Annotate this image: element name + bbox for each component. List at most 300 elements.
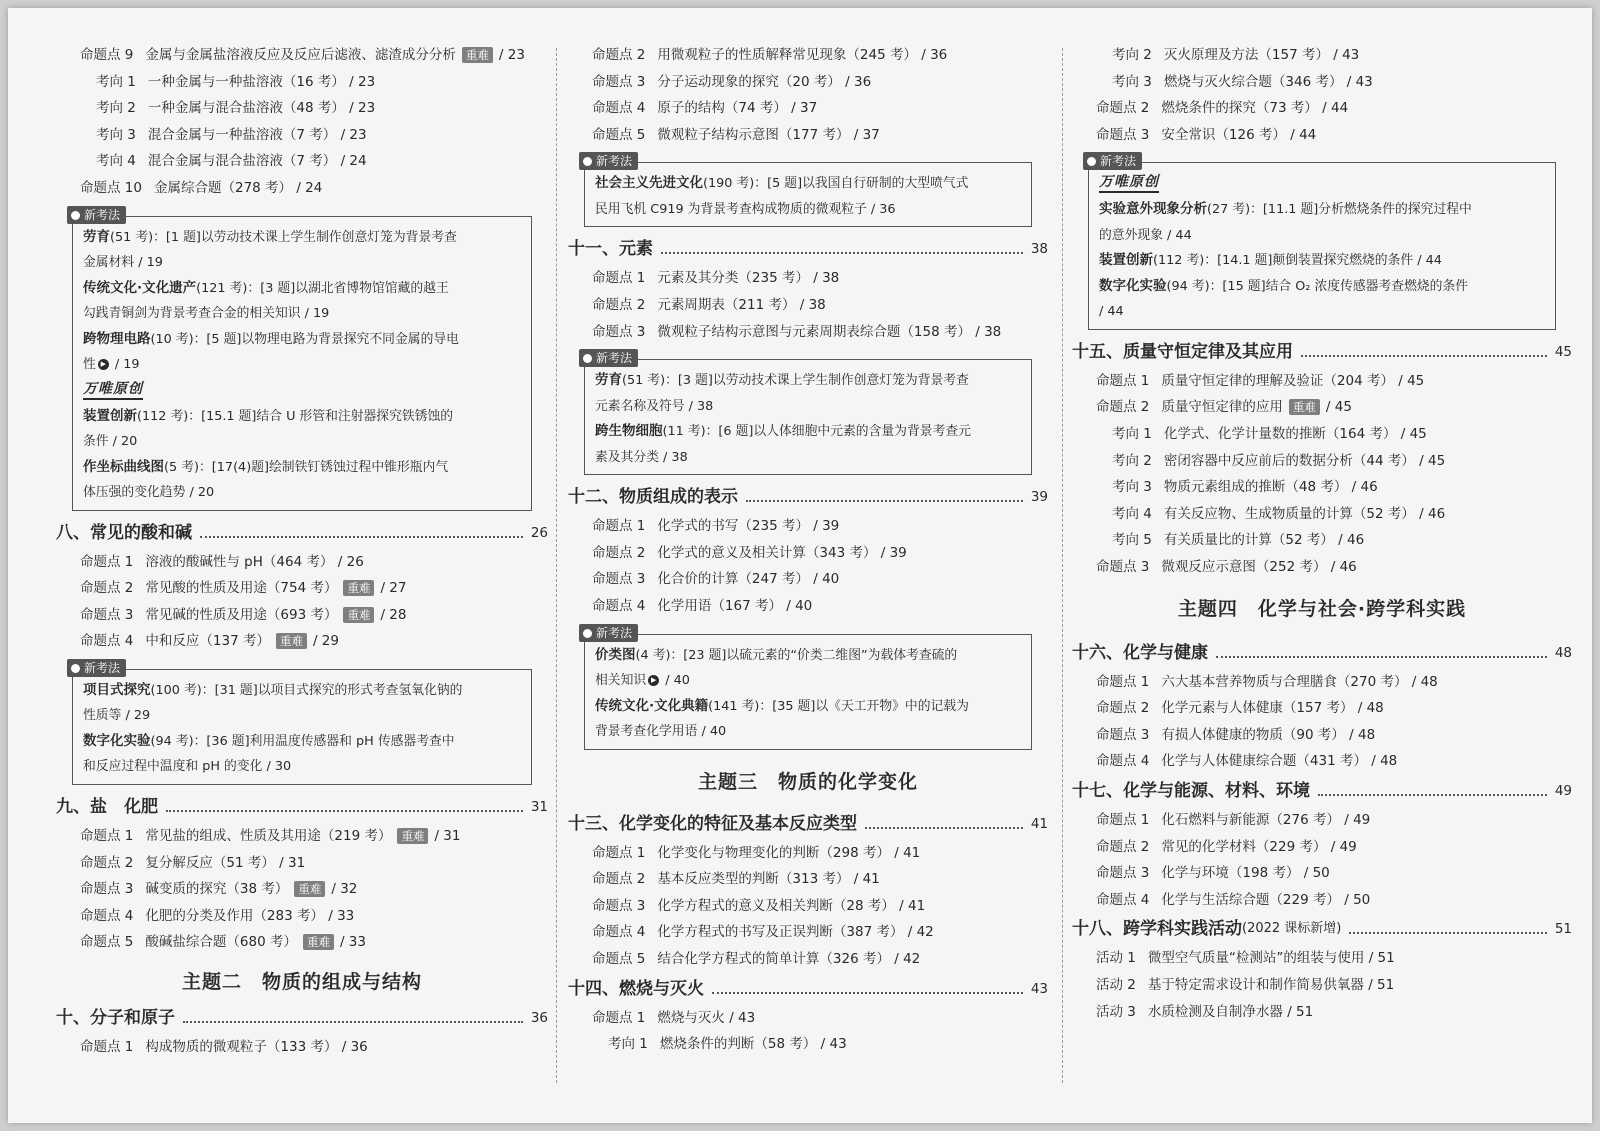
item-label: 活动 1	[1096, 950, 1136, 967]
video-icon: ▶	[98, 359, 109, 370]
item-text: 中和反应（137 考）	[145, 633, 270, 650]
topic-item[interactable]	[568, 893, 1048, 920]
chapter-title: 九、盐 化肥	[56, 796, 158, 817]
topic-item[interactable]	[1072, 860, 1572, 887]
topic-item[interactable]	[568, 292, 1048, 319]
chapter-title: 十二、物质组成的表示	[568, 487, 738, 508]
page-ref: / 19	[110, 357, 140, 373]
box-line	[83, 754, 521, 780]
item-label: 命题点 10	[80, 179, 142, 196]
box-line	[83, 301, 521, 327]
item-text: 酸碱盐综合题（680 考）	[145, 934, 297, 951]
page-ref: / 46	[1419, 505, 1446, 522]
item-label: 命题点 2	[592, 47, 646, 63]
method-name: 数字化实验	[83, 732, 151, 749]
topic-subitem[interactable]	[56, 148, 548, 175]
page-ref: / 43	[729, 1009, 756, 1026]
item-text: 物质元素组成的推断（48 考）	[1163, 479, 1348, 496]
leader-dots	[746, 500, 1023, 502]
method-name: 跨生物细胞	[595, 423, 663, 440]
item-label: 命题点 5	[80, 934, 134, 951]
topic-subitem[interactable]	[1072, 42, 1572, 69]
item-text: 灭火原理及方法（157 考）	[1163, 47, 1329, 63]
page-number: 31	[530, 798, 548, 815]
item-text: 元素及其分类（235 考）	[657, 270, 809, 287]
topic-item[interactable]	[56, 575, 548, 602]
topic-item[interactable]	[56, 876, 548, 903]
topic-item[interactable]	[1072, 554, 1572, 581]
topic-item[interactable]	[56, 549, 548, 576]
topic-item[interactable]	[1072, 122, 1572, 149]
item-label: 命题点 2	[592, 296, 646, 313]
page-ref: / 45	[1419, 452, 1446, 469]
topic-item[interactable]	[56, 823, 548, 850]
item-text: 燃烧条件的判断（58 考）	[659, 1036, 817, 1053]
method-name: 跨物理电路	[83, 330, 151, 347]
page-ref: / 38	[813, 270, 840, 287]
item-label: 命题点 1	[1096, 812, 1150, 828]
box-text: 和反应过程中温度和 pH 的变化 / 30	[83, 759, 292, 775]
theme-heading: 主题二 物质的组成与结构	[181, 970, 422, 993]
page-ref: / 40	[813, 571, 840, 588]
chapter-heading[interactable]	[1072, 336, 1572, 368]
item-text: 一种金属与混合盐溶液（48 考）	[147, 100, 345, 117]
page-ref: / 43	[1346, 73, 1373, 90]
leader-dots	[1349, 932, 1546, 934]
item-text: 碱变质的探究（38 考）	[145, 881, 289, 898]
chapter-title: 十八、跨学科实践活动	[1072, 919, 1242, 940]
leader-dots	[1216, 656, 1547, 658]
box-text: (10 考)：[5 题]以物理电路为背景探究不同金属的导电	[150, 331, 459, 347]
item-label: 命题点 2	[592, 871, 646, 888]
page-ref: / 49	[1344, 812, 1371, 828]
item-label: 命题点 2	[592, 544, 646, 561]
topic-item[interactable]	[1072, 95, 1572, 122]
topic-item[interactable]	[568, 540, 1048, 567]
page-ref: / 23	[349, 73, 376, 90]
tag-label: 新考法	[84, 660, 121, 675]
topic-item[interactable]	[1072, 999, 1572, 1026]
box-line	[83, 480, 521, 506]
item-text: 一种金属与一种盐溶液（16 考）	[147, 73, 345, 90]
topic-subitem[interactable]	[1072, 69, 1572, 96]
item-label: 考向 3	[1112, 479, 1152, 496]
item-label: 命题点 4	[80, 907, 134, 924]
chapter-heading[interactable]	[56, 1002, 548, 1034]
topic-item[interactable]	[56, 42, 548, 69]
badge-icon	[1087, 157, 1096, 166]
item-list	[56, 1034, 548, 1061]
item-text: 原子的结构（74 考）	[657, 100, 787, 117]
item-label: 命题点 2	[80, 854, 134, 871]
page-ref: / 40	[661, 673, 690, 689]
item-text: 微观粒子结构示意图（177 考）	[657, 126, 850, 143]
item-label: 命题点 9	[80, 47, 134, 63]
page-number: 41	[1030, 815, 1048, 832]
box-line	[595, 419, 1021, 445]
chapter-title: 十、分子和原子	[56, 1007, 175, 1028]
item-label: 命题点 4	[80, 633, 134, 650]
new-exam-tag	[67, 206, 126, 224]
item-label: 命题点 4	[592, 597, 646, 614]
item-text: 构成物质的微观粒子（133 考）	[145, 1038, 338, 1055]
theme-heading: 主题三 物质的化学变化	[697, 770, 918, 793]
item-label: 命题点 1	[1096, 372, 1150, 389]
topic-subitem[interactable]	[1072, 501, 1572, 528]
leader-dots	[200, 536, 523, 538]
item-list	[1072, 945, 1572, 1025]
item-label: 考向 2	[1112, 452, 1152, 469]
chapter-title: 十三、化学变化的特征及基本反应类型	[568, 813, 857, 834]
item-label: 命题点 4	[1096, 891, 1150, 908]
topic-item[interactable]	[568, 840, 1048, 867]
topic-subitem[interactable]	[1072, 448, 1572, 475]
box-text: (51 考)：[3 题]以劳动技术课上学生制作创意灯笼为背景考查	[622, 373, 969, 389]
item-label: 考向 4	[1112, 505, 1152, 522]
box-text: 背景考查化学用语 / 40	[595, 724, 727, 740]
topic-item[interactable]	[1072, 368, 1572, 395]
theme-heading: 主题四 化学与社会·跨学科实践	[1177, 597, 1467, 620]
item-text: 化肥的分类及作用（283 考）	[145, 907, 324, 924]
item-text: 质量守恒定律的理解及验证（204 考）	[1161, 372, 1394, 389]
new-exam-tag	[579, 152, 638, 170]
topic-item[interactable]	[568, 919, 1048, 946]
item-text: 基本反应类型的判断（313 考）	[657, 871, 850, 888]
page-ref: / 45	[1325, 399, 1352, 416]
item-text: 化合价的计算（247 考）	[657, 571, 809, 588]
item-text: 燃烧与灭火	[657, 1009, 725, 1026]
box-text: 的意外现象 / 44	[1099, 227, 1192, 243]
box-text: 民用飞机 C919 为背景考查构成物质的微观粒子 / 36	[595, 201, 896, 217]
item-list	[1072, 669, 1572, 775]
page-ref: / 43	[820, 1036, 847, 1053]
item-label: 命题点 1	[80, 827, 134, 844]
item-list	[568, 840, 1048, 973]
item-label: 命题点 1	[80, 553, 134, 570]
page-ref: / 46	[1338, 532, 1365, 549]
box-line	[83, 703, 521, 729]
topic-item[interactable]	[1072, 748, 1572, 775]
page-ref: / 23	[349, 100, 376, 117]
item-label: 命题点 3	[1096, 726, 1150, 743]
page-ref: / 39	[880, 544, 907, 561]
item-label: 命题点 5	[592, 950, 646, 967]
topic-item[interactable]	[56, 903, 548, 930]
topic-item[interactable]	[56, 929, 548, 956]
chapter-heading[interactable]	[56, 791, 548, 823]
badge-icon	[71, 664, 80, 673]
box-line	[595, 368, 1021, 394]
box-line	[1099, 197, 1545, 223]
chapter-title: 十六、化学与健康	[1072, 642, 1208, 663]
topic-item[interactable]	[56, 175, 548, 202]
new-exam-box	[72, 207, 532, 511]
topic-item[interactable]	[568, 95, 1048, 122]
badge-icon	[583, 629, 592, 638]
box-text: (112 考)：[14.1 题]颠倒装置探究燃烧的条件 / 44	[1153, 253, 1442, 269]
box-line	[83, 678, 521, 704]
box-line	[83, 729, 521, 755]
item-label: 命题点 2	[1096, 700, 1150, 717]
item-label: 命题点 3	[592, 897, 646, 914]
topic-item[interactable]	[568, 319, 1048, 346]
page-ref: / 46	[1351, 479, 1378, 496]
topic-item[interactable]	[56, 850, 548, 877]
topic-item[interactable]	[56, 602, 548, 629]
new-exam-box	[1088, 154, 1556, 330]
topic-item[interactable]	[1072, 887, 1572, 914]
badge-icon	[583, 157, 592, 166]
box-text: (27 考)：[11.1 题]分析燃烧条件的探究过程中	[1207, 202, 1472, 218]
box-text: (94 考)：[36 题]利用温度传感器和 pH 传感器考查中	[150, 733, 455, 749]
badge-icon	[71, 211, 80, 220]
topic-item[interactable]	[568, 946, 1048, 973]
item-text: 化学方程式的意义及相关判断（28 考）	[657, 897, 895, 914]
topic-item[interactable]	[1072, 669, 1572, 696]
item-text: 混合金属与一种盐溶液（7 考）	[147, 126, 337, 143]
chapter-heading[interactable]	[568, 973, 1048, 1005]
box-text: 性	[83, 357, 96, 373]
topic-item[interactable]	[568, 866, 1048, 893]
page-ref: / 40	[786, 597, 813, 614]
chapter-title: 十七、化学与能源、材料、环境	[1072, 781, 1310, 801]
item-text: 微型空气质量“检测站”的组装与使用	[1147, 950, 1365, 967]
item-text: 混合金属与混合盐溶液（7 考）	[147, 153, 337, 170]
item-label: 考向 1	[96, 73, 136, 90]
leader-dots	[865, 827, 1023, 829]
page-number: 36	[530, 1009, 548, 1026]
tag-label: 新考法	[84, 207, 121, 222]
page-ref: / 29	[312, 633, 339, 650]
box-text: (141 考)：[35 题]以《天工开物》中的记载为	[708, 698, 969, 714]
page-ref: / 27	[380, 580, 407, 597]
page-ref: / 48	[1349, 726, 1376, 743]
item-label: 考向 5	[1112, 532, 1152, 549]
topic-item[interactable]	[568, 513, 1048, 540]
topic-item[interactable]	[56, 1034, 548, 1061]
tag-label: 新考法	[1100, 154, 1137, 169]
page-ref: / 51	[1368, 976, 1395, 993]
topic-item[interactable]	[1072, 834, 1572, 861]
topic-subitem[interactable]	[1072, 527, 1572, 554]
box-text: (5 考)：[17(4)题]绘制铁钉锈蚀过程中锥形瓶内气	[164, 459, 449, 475]
item-text: 化学式的意义及相关计算（343 考）	[657, 544, 877, 561]
page-ref: / 24	[340, 153, 367, 170]
page-ref: / 45	[1398, 372, 1425, 389]
page-ref: / 49	[1330, 838, 1357, 855]
item-text: 密闭容器中反应前后的数据分析（44 考）	[1163, 452, 1415, 469]
topic-subitem[interactable]	[1072, 421, 1572, 448]
page-ref: / 23	[498, 47, 525, 63]
topic-subitem[interactable]	[568, 1031, 1048, 1058]
toc-column-1	[56, 42, 548, 1061]
leader-dots	[183, 1021, 523, 1023]
box-text: (121 考)：[3 题]以湖北省博物馆馆藏的越王	[196, 280, 449, 296]
page-number: 39	[1030, 489, 1048, 506]
item-label: 考向 3	[1112, 73, 1152, 90]
item-label: 命题点 3	[1096, 865, 1150, 882]
box-text: (11 考)：[6 题]以人体细胞中元素的含量为背景考查元	[662, 424, 971, 440]
topic-item[interactable]	[1072, 695, 1572, 722]
topic-item[interactable]	[568, 1005, 1048, 1032]
item-text: 常见盐的组成、性质及其用途（219 考）	[145, 827, 392, 844]
topic-item[interactable]	[568, 593, 1048, 620]
box-line	[595, 719, 1021, 745]
item-label: 命题点 1	[1096, 673, 1150, 690]
item-text: 质量守恒定律的应用	[1161, 399, 1283, 416]
topic-item[interactable]	[1072, 945, 1572, 972]
topic-item[interactable]	[568, 566, 1048, 593]
method-name: 作坐标曲线图	[83, 458, 164, 475]
new-exam-tag	[67, 659, 126, 677]
topic-item[interactable]	[1072, 807, 1572, 834]
box-text: 金属材料 / 19	[83, 255, 163, 271]
item-text: 有关反应物、生成物质量的计算（52 考）	[1163, 505, 1415, 522]
box-text: 相关知识	[595, 673, 647, 689]
box-line	[595, 394, 1021, 420]
topic-subitem[interactable]	[56, 95, 548, 122]
item-label: 命题点 3	[80, 606, 134, 623]
difficulty-badge: 重难	[276, 633, 307, 649]
box-line	[1099, 248, 1545, 274]
box-line	[83, 250, 521, 276]
topic-item[interactable]	[568, 265, 1048, 292]
page-ref: / 43	[1333, 47, 1360, 63]
item-text: 常见的化学材料（229 考）	[1161, 838, 1327, 855]
item-label: 考向 4	[96, 153, 136, 170]
page-ref: / 26	[337, 553, 364, 570]
item-label: 考向 2	[96, 100, 136, 117]
leader-dots	[1318, 794, 1547, 796]
page-number: 26	[530, 524, 548, 541]
difficulty-badge: 重难	[303, 934, 334, 950]
box-text: 条件 / 20	[83, 434, 138, 450]
tag-label: 新考法	[596, 154, 633, 169]
topic-item[interactable]	[56, 628, 548, 655]
item-list	[568, 513, 1048, 619]
page-ref: / 33	[339, 934, 366, 951]
leader-dots	[712, 992, 1023, 994]
item-label: 考向 3	[96, 126, 136, 143]
item-label: 命题点 3	[1096, 126, 1150, 143]
chapter-heading[interactable]	[1072, 775, 1572, 807]
new-exam-tag	[1083, 152, 1142, 170]
item-text: 微观粒子结构示意图与元素周期表综合题（158 考）	[657, 323, 971, 340]
box-text: (112 考)：[15.1 题]结合 U 形管和注射器探究铁锈蚀的	[137, 408, 454, 424]
chapter-heading[interactable]	[1072, 913, 1572, 945]
page-ref: / 37	[853, 126, 880, 143]
box-line	[83, 225, 521, 251]
box-text: 素及其分类 / 38	[595, 449, 688, 465]
item-label: 命题点 3	[592, 73, 646, 90]
chapter-heading[interactable]	[568, 808, 1048, 840]
difficulty-badge: 重难	[1289, 399, 1320, 415]
item-text: 六大基本营养物质与合理膳食（270 考）	[1161, 673, 1408, 690]
item-label: 命题点 1	[592, 1009, 646, 1026]
brand-row	[83, 378, 521, 404]
page-ref: / 38	[799, 296, 826, 313]
item-text: 分子运动现象的探究（20 考）	[657, 73, 841, 90]
page-ref: / 39	[813, 518, 840, 535]
page-number: 48	[1554, 644, 1572, 661]
item-label: 命题点 4	[592, 924, 646, 941]
item-text: 化学式、化学计量数的推断（164 考）	[1163, 426, 1397, 443]
box-line	[83, 429, 521, 455]
page-ref: / 50	[1303, 865, 1330, 882]
item-list	[568, 265, 1048, 345]
box-text: (100 考)：[31 题]以项目式探究的形式考查氢氧化钠的	[150, 682, 463, 698]
item-text: 溶液的酸碱性与 pH（464 考）	[145, 553, 334, 570]
box-line	[83, 276, 521, 302]
box-line	[595, 643, 1021, 669]
box-text: / 44	[1099, 304, 1124, 320]
item-list	[1072, 807, 1572, 913]
page-ref: / 48	[1411, 673, 1438, 690]
item-label: 命题点 4	[1096, 753, 1150, 770]
page-ref: / 41	[899, 897, 926, 914]
chapter-heading[interactable]	[1072, 637, 1572, 669]
box-text: 体压强的变化趋势 / 20	[83, 485, 215, 501]
difficulty-badge: 重难	[343, 580, 374, 596]
page-number: 49	[1554, 783, 1572, 799]
page-ref: / 31	[279, 854, 306, 871]
item-label: 命题点 3	[592, 571, 646, 588]
box-text: (190 考)：[5 题]以我国自行研制的大型喷气式	[703, 176, 969, 192]
topic-item[interactable]	[568, 42, 1048, 69]
item-label: 命题点 3	[592, 323, 646, 340]
item-text: 化石燃料与新能源（276 考）	[1161, 812, 1340, 828]
box-line	[83, 404, 521, 430]
video-icon: ▶	[648, 675, 659, 686]
topic-subitem[interactable]	[56, 122, 548, 149]
topic-subitem[interactable]	[56, 69, 548, 96]
tag-label: 新考法	[596, 351, 633, 366]
brand-row	[1099, 171, 1545, 197]
item-label: 考向 2	[1112, 47, 1152, 63]
item-text: 有损人体健康的物质（90 考）	[1161, 726, 1345, 743]
topic-item[interactable]	[1072, 722, 1572, 749]
topic-item[interactable]	[1072, 972, 1572, 999]
chapter-heading[interactable]	[56, 517, 548, 549]
leader-dots	[166, 810, 523, 812]
item-text: 基于特定需求设计和制作简易供氧器	[1147, 976, 1364, 993]
page-ref: / 23	[340, 126, 367, 143]
chapter-heading[interactable]	[568, 481, 1048, 513]
item-label: 考向 1	[1112, 426, 1152, 443]
item-list	[56, 549, 548, 655]
chapter-title: 十五、质量守恒定律及其应用	[1072, 341, 1293, 362]
item-label: 命题点 5	[592, 126, 646, 143]
item-label: 命题点 4	[592, 100, 646, 117]
box-text: 元素名称及符号 / 38	[595, 398, 714, 414]
item-label: 命题点 2	[80, 580, 134, 597]
page-ref: / 51	[1287, 1003, 1314, 1020]
topic-item[interactable]	[568, 122, 1048, 149]
topic-subitem[interactable]	[1072, 474, 1572, 501]
page-ref: / 37	[791, 100, 818, 117]
method-name: 劳育	[83, 228, 110, 245]
item-text: 化学式的书写（235 考）	[657, 518, 809, 535]
badge-icon	[583, 354, 592, 363]
topic-item[interactable]	[1072, 394, 1572, 421]
chapter-heading[interactable]	[568, 233, 1048, 265]
item-text: 有关质量比的计算（52 考）	[1163, 532, 1334, 549]
topic-item[interactable]	[568, 69, 1048, 96]
page-ref: / 32	[331, 881, 358, 898]
box-line	[1099, 274, 1545, 300]
page-number: 38	[1030, 241, 1048, 258]
page-ref: / 33	[328, 907, 355, 924]
